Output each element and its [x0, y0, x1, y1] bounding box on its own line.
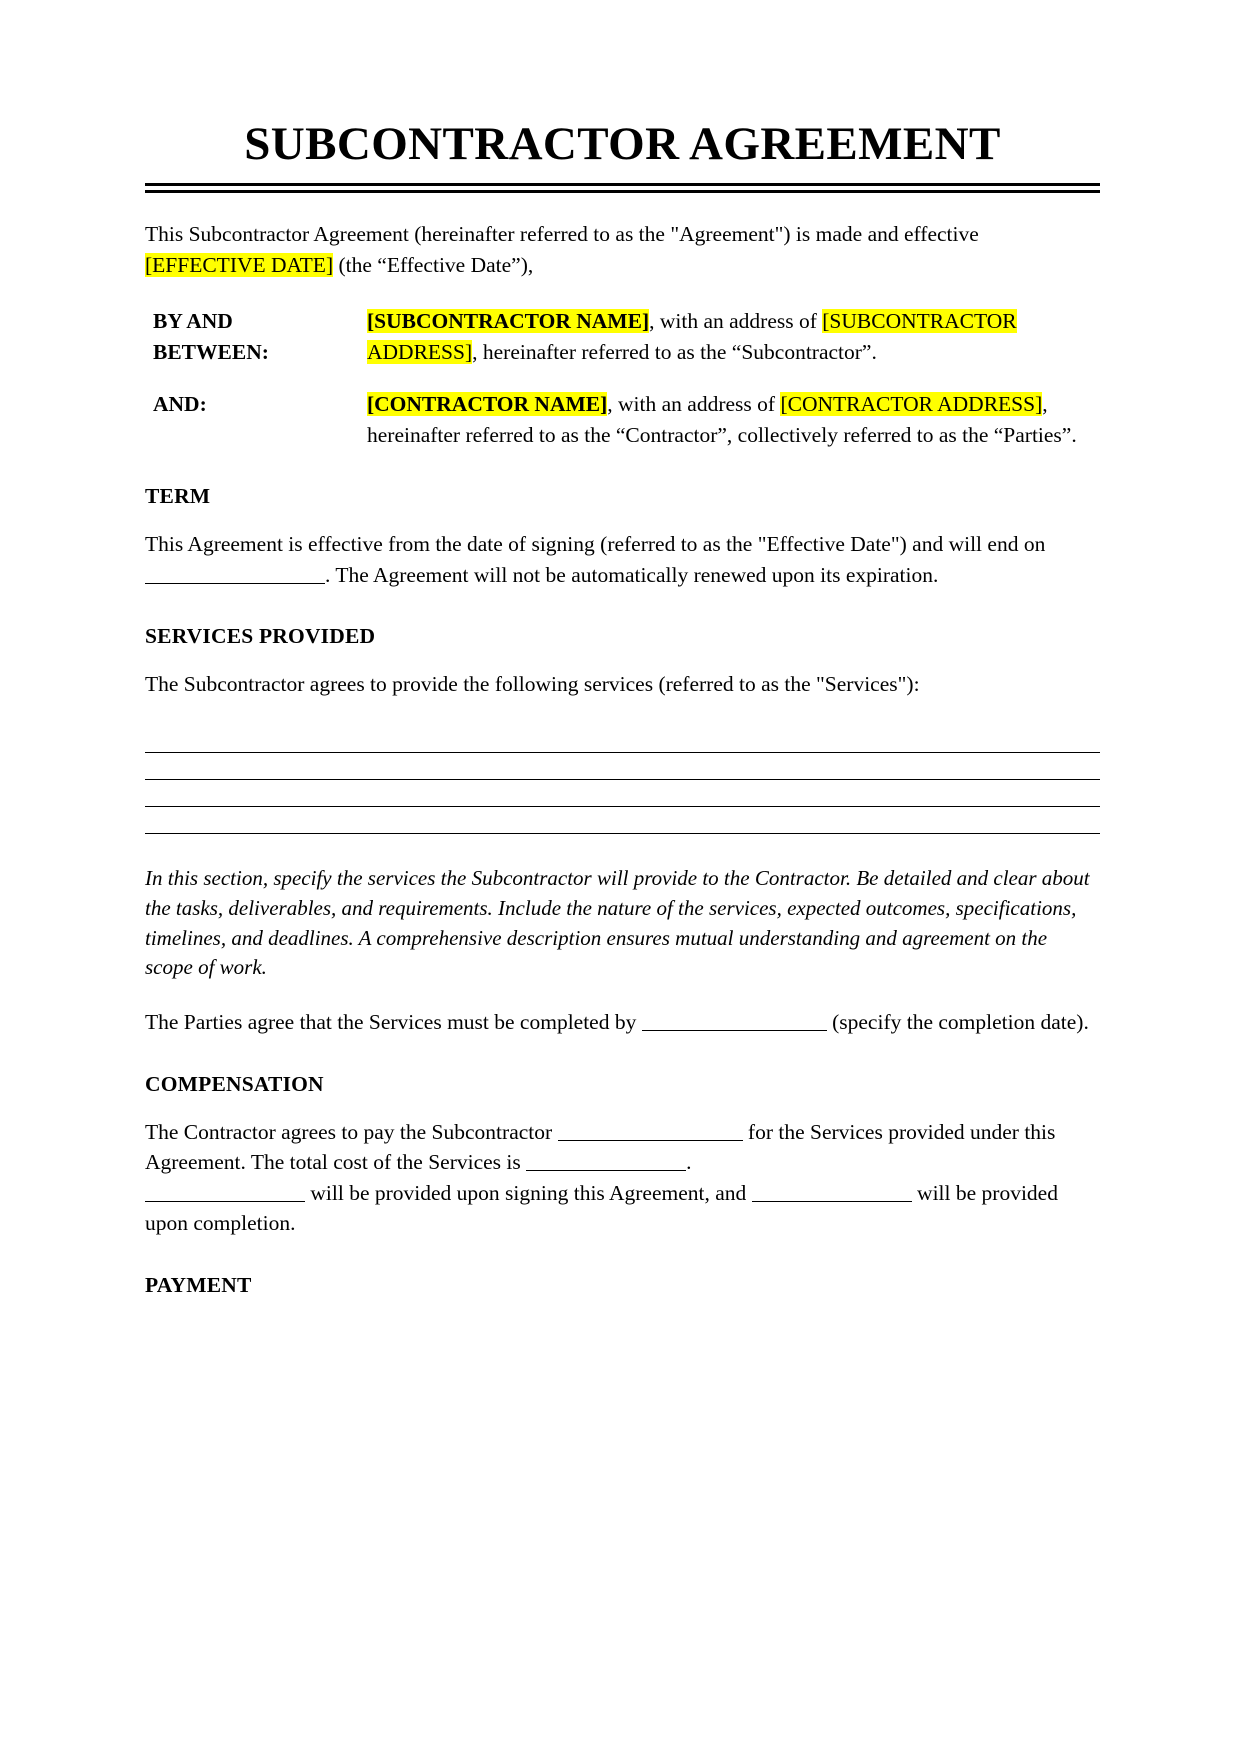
party-subcontractor: [145, 306, 1100, 367]
intro-text-1: This Subcontractor Agreement (hereinafter referred to as the "Agreement") is made and effective: [145, 222, 979, 247]
services-blank-lines: [145, 726, 1100, 834]
subcontractor-address-placeholder[interactable]: [SUBCONTRACTOR ADDRESS]: [367, 309, 1017, 364]
party-label-contractor: AND:: [153, 392, 207, 417]
compensation-text-3: .: [686, 1150, 692, 1175]
compensation-paragraph: [145, 1117, 1100, 1239]
intro-text-2: (the “Effective Date”),: [333, 252, 534, 277]
term-paragraph: [145, 529, 1100, 590]
compensation-text-1: The Contractor agrees to pay the Subcontractor: [145, 1119, 558, 1144]
services-blank-line[interactable]: [145, 753, 1100, 780]
party-label-subcontractor: BY AND BETWEEN:: [153, 309, 269, 364]
party-body-contractor: [367, 389, 1100, 450]
section-heading-payment: PAYMENT: [145, 1272, 252, 1297]
subcontractor-middle-text: , with an address of: [649, 309, 823, 334]
term-text-1: This Agreement is effective from the date of signing (referred to as the "Effective Date") and will end on: [145, 532, 1046, 557]
term-text-2: . The Agreement will not be automatically renewed upon its expiration.: [325, 562, 939, 587]
intro-paragraph: [145, 219, 1100, 280]
compensation-total-blank[interactable]: [526, 1149, 686, 1172]
contractor-tail-text: , hereinafter referred to as the “Contractor”, collectively referred to as the “Parties”.: [367, 392, 1077, 447]
completion-date-blank[interactable]: [642, 1009, 827, 1032]
title-divider: [145, 183, 1100, 193]
services-intro: The Subcontractor agrees to provide the following services (referred to as the "Services"):: [145, 672, 920, 697]
section-heading-term: TERM: [145, 484, 211, 509]
compensation-amount-blank[interactable]: [558, 1118, 743, 1141]
effective-date-placeholder[interactable]: [EFFECTIVE DATE]: [145, 252, 334, 277]
services-blank-line[interactable]: [145, 807, 1100, 834]
completion-text-2: (specify the completion date).: [826, 1010, 1089, 1035]
compensation-text-4: will be provided upon signing this Agreement, and: [305, 1180, 752, 1205]
contractor-address-placeholder[interactable]: [CONTRACTOR ADDRESS]: [780, 392, 1043, 417]
page-title: SUBCONTRACTOR AGREEMENT: [244, 118, 1001, 170]
services-blank-line[interactable]: [145, 780, 1100, 807]
party-contractor: [145, 389, 1100, 450]
subcontractor-name-placeholder[interactable]: [SUBCONTRACTOR NAME]: [367, 309, 650, 334]
services-guidance-note: In this section, specify the services the Subcontractor will provide to the Contractor. Be detailed and clear about the tasks, deliverables, and requirements. Include the nature of the services, expected outcomes, specifications, timelines, and deadlines. A comprehensive description ensures mutual understanding and agreement on the scope of work.: [145, 865, 1090, 980]
section-heading-services: SERVICES PROVIDED: [145, 624, 376, 649]
completion-text-1: The Parties agree that the Services must be completed by: [145, 1010, 642, 1035]
compensation-deposit-blank[interactable]: [145, 1179, 305, 1202]
compensation-text-5: will be provided upon completion.: [145, 1180, 1058, 1236]
party-body-subcontractor: [367, 306, 1100, 367]
contractor-middle-text: , with an address of: [607, 392, 781, 417]
compensation-text-2: for the Services provided under this Agreement. The total cost of the Services is: [145, 1119, 1056, 1175]
contractor-name-placeholder[interactable]: [CONTRACTOR NAME]: [367, 392, 608, 417]
term-end-date-blank[interactable]: [145, 561, 325, 584]
services-completion-paragraph: [145, 1007, 1100, 1038]
subcontractor-tail-text: , hereinafter referred to as the “Subcontractor”.: [472, 339, 877, 364]
compensation-final-blank[interactable]: [752, 1179, 912, 1202]
services-blank-line[interactable]: [145, 726, 1100, 753]
section-heading-compensation: COMPENSATION: [145, 1071, 324, 1096]
